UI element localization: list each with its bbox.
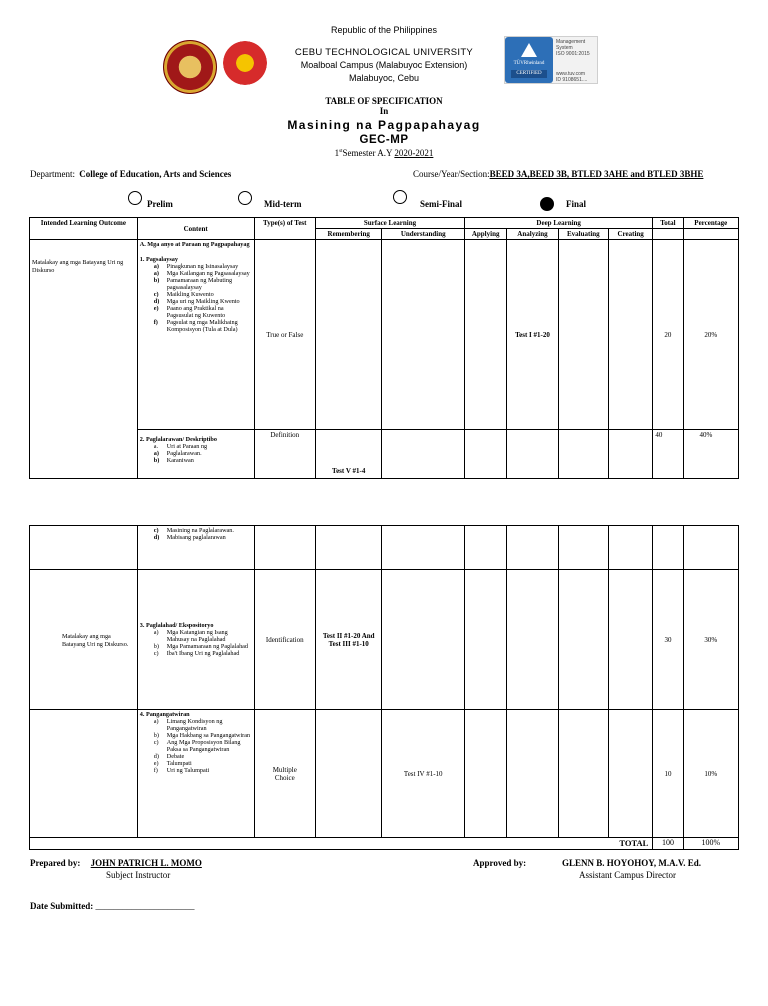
understanding-cell-5: Test IV #1-10 (382, 710, 465, 838)
remembering-cell-4: Test II #1-20 And Test III #1-10 (315, 570, 381, 710)
total-row-label: TOTAL (30, 838, 653, 850)
grand-total: 100 (653, 838, 683, 850)
header-type: Type(s) of Test (254, 218, 315, 240)
list-item: a) Paglalarawan. (153, 450, 202, 457)
ilo-cell-4: Matalakay ang mga Batayang Uri ng Diskurso. (30, 570, 138, 710)
grand-percentage: 100% (683, 838, 738, 850)
prepared-label: Prepared by: (30, 858, 81, 868)
content-cell-5 (137, 710, 254, 838)
term-final-label: Final (566, 199, 587, 209)
date-value: ______________________ (95, 901, 195, 911)
university-name: CEBU TECHNOLOGICAL UNIVERSITY (294, 47, 474, 58)
list-item: c) Masining na Paglalarawan. (153, 527, 234, 534)
subject-title: Masining na Pagpapahayag (287, 118, 481, 132)
asean-logo (223, 41, 267, 85)
header-applying: Applying (465, 229, 507, 240)
department-row (30, 169, 231, 179)
republic-line: Republic of the Philippines (330, 25, 438, 35)
type-cell-4: Identification (254, 570, 315, 710)
header-creating: Creating (609, 229, 653, 240)
type-cell-1: True or False (254, 240, 315, 430)
type-cell-5: Multiple Choice (254, 710, 315, 838)
list-item: b) Karaniwan (153, 457, 194, 464)
section-title-paglalahad: 3. Paglalahad/ Ekspositoryo (139, 622, 214, 629)
list-item: c) Iba't Ibang Uri ng Paglalahad (153, 650, 240, 657)
header-ilo: Intended Learning Outcome (30, 218, 138, 240)
total-cell-1: 20 (653, 240, 683, 430)
tuv-brand: TÜVRheinland (513, 61, 545, 66)
list-item: b) Pamamaraan ng Mabuting pagsasalaysay (153, 277, 233, 291)
header-remembering: Remembering (315, 229, 381, 240)
doc-title-in: In (379, 106, 389, 116)
course-row (413, 169, 703, 179)
department-label: Department: (30, 169, 75, 179)
content-cell-3 (137, 526, 254, 570)
list-item: b) Mga Pamamaraan ng Paglalahad (153, 643, 249, 650)
total-cell-4: 30 (653, 570, 683, 710)
term-midterm-label: Mid-term (264, 199, 302, 209)
list-item: d) Mga uri ng Maikling Kwento (153, 298, 240, 305)
course-value: BEED 3A,BEED 3B, BTLED 3AHE and BTLED 3BHE (489, 169, 704, 179)
term-prelim-label: Prelim (147, 199, 173, 209)
header-percentage: Percentage (683, 218, 738, 229)
prepared-role: Subject Instructor (106, 870, 171, 880)
town-name: Malabuyoc, Cebu (348, 73, 420, 83)
campus-name: Moalboal Campus (Malabuyoc Extension) (300, 60, 468, 70)
tuv-certified: CERTIFIED (511, 70, 547, 78)
date-label: Date Submitted: (30, 901, 94, 911)
list-item: a) Pinagkunan ng Isinasalaysay (153, 263, 239, 270)
list-item: a) Mga Katangian ng Isang Mahusay na Paglalahad (153, 629, 228, 643)
section-title-pagsalaysay: 1. Pagsalaysay (139, 256, 178, 263)
header-deep: Deep Learning (465, 218, 653, 229)
doc-title: TABLE OF SPECIFICATION (325, 96, 443, 106)
subject-code: GEC-MP (359, 134, 409, 146)
total-cell-2: 40 (653, 430, 683, 479)
list-item: a) Limang Kondisyon ng Pangangatwiran (153, 718, 223, 732)
semester-line: 1stSemester A.Y 2020-2021 (334, 148, 434, 158)
header-evaluating: Evaluating (558, 229, 608, 240)
type-cell-2: Definition (254, 430, 315, 479)
list-item: d) Mabisang paglalarawan (153, 534, 226, 541)
prepared-row (30, 858, 202, 868)
total-cell-5: 10 (653, 710, 683, 838)
approved-name: GLENN B. HOYOHOY, M.A.V. Ed. (562, 858, 702, 868)
section-title-pangangatwiran: 4. Pangangatwiran (139, 711, 190, 718)
list-item: f) Uri ng Talumpati (153, 767, 210, 774)
section-title-paglalarawan: 2. Paglalarawan/ Deskriptibo (139, 436, 217, 443)
percentage-cell-5: 10% (683, 710, 738, 838)
header-content: Content (137, 218, 254, 240)
list-item: e) Paano ang Praktikal na Pagsusulat ng Kuwento (153, 305, 226, 319)
tuv-details: Management System ISO 9001:2015 www.tuv.com ID 9108651.... (556, 39, 590, 83)
term-semifinal-label: Semi-Final (420, 199, 462, 209)
list-item: c) Maikling Kuwento (153, 291, 214, 298)
percentage-cell-2: 40% (683, 430, 738, 479)
course-label: Course/Year/Section: (413, 169, 490, 179)
term-midterm-radio[interactable] (238, 191, 252, 205)
spec-table-part1 (29, 217, 739, 479)
header-analyzing: Analyzing (507, 229, 558, 240)
prepared-name: JOHN PATRICH L. MOMO (90, 858, 202, 868)
tuv-badge (505, 37, 553, 83)
term-prelim-radio[interactable] (128, 191, 142, 205)
term-semifinal-radio[interactable] (393, 190, 407, 204)
list-item: a. Uri at Paraan ng (153, 443, 208, 450)
department-value: College of Education, Arts and Sciences (79, 169, 232, 179)
content-cell-2 (137, 430, 254, 479)
approved-label: Approved by: (473, 858, 527, 868)
date-submitted-row (30, 901, 195, 911)
list-item: c) Ang Mga Proposisyon Bilang Paksa sa Pangangatwiran (153, 739, 241, 753)
content-title: A. Mga anyo at Paraan ng Pagpapahayag (139, 241, 250, 248)
header-total: Total (653, 218, 683, 229)
list-item: e) Talumpati (153, 760, 192, 767)
percentage-cell-1: 20% (683, 240, 738, 430)
ctu-seal-logo (163, 40, 217, 94)
content-cell-4 (137, 570, 254, 710)
header-understanding: Understanding (382, 229, 465, 240)
header-surface: Surface Learning (315, 218, 464, 229)
spec-table-part2 (29, 525, 739, 850)
ilo-cell-1: Matalakay ang mga Batayang Uri ng Diskurso (30, 240, 138, 479)
approved-role: Assistant Campus Director (579, 870, 676, 880)
list-item: f) Pagsulat ng mga Malikhaing Komposisyon (Tula at Dula) (153, 319, 238, 333)
remembering-cell-2: Test V #1-4 (315, 430, 381, 479)
term-final-radio[interactable] (540, 197, 554, 211)
content-cell-1 (137, 240, 254, 430)
list-item: d) Debate (153, 753, 185, 760)
list-item: b) Mga Hakbang sa Pangangatwiran (153, 732, 251, 739)
percentage-cell-4: 30% (683, 570, 738, 710)
list-item: a) Mga Kailangan ng Pagsasalaysay (153, 270, 250, 277)
analyzing-cell-1: Test I #1-20 (507, 240, 558, 430)
